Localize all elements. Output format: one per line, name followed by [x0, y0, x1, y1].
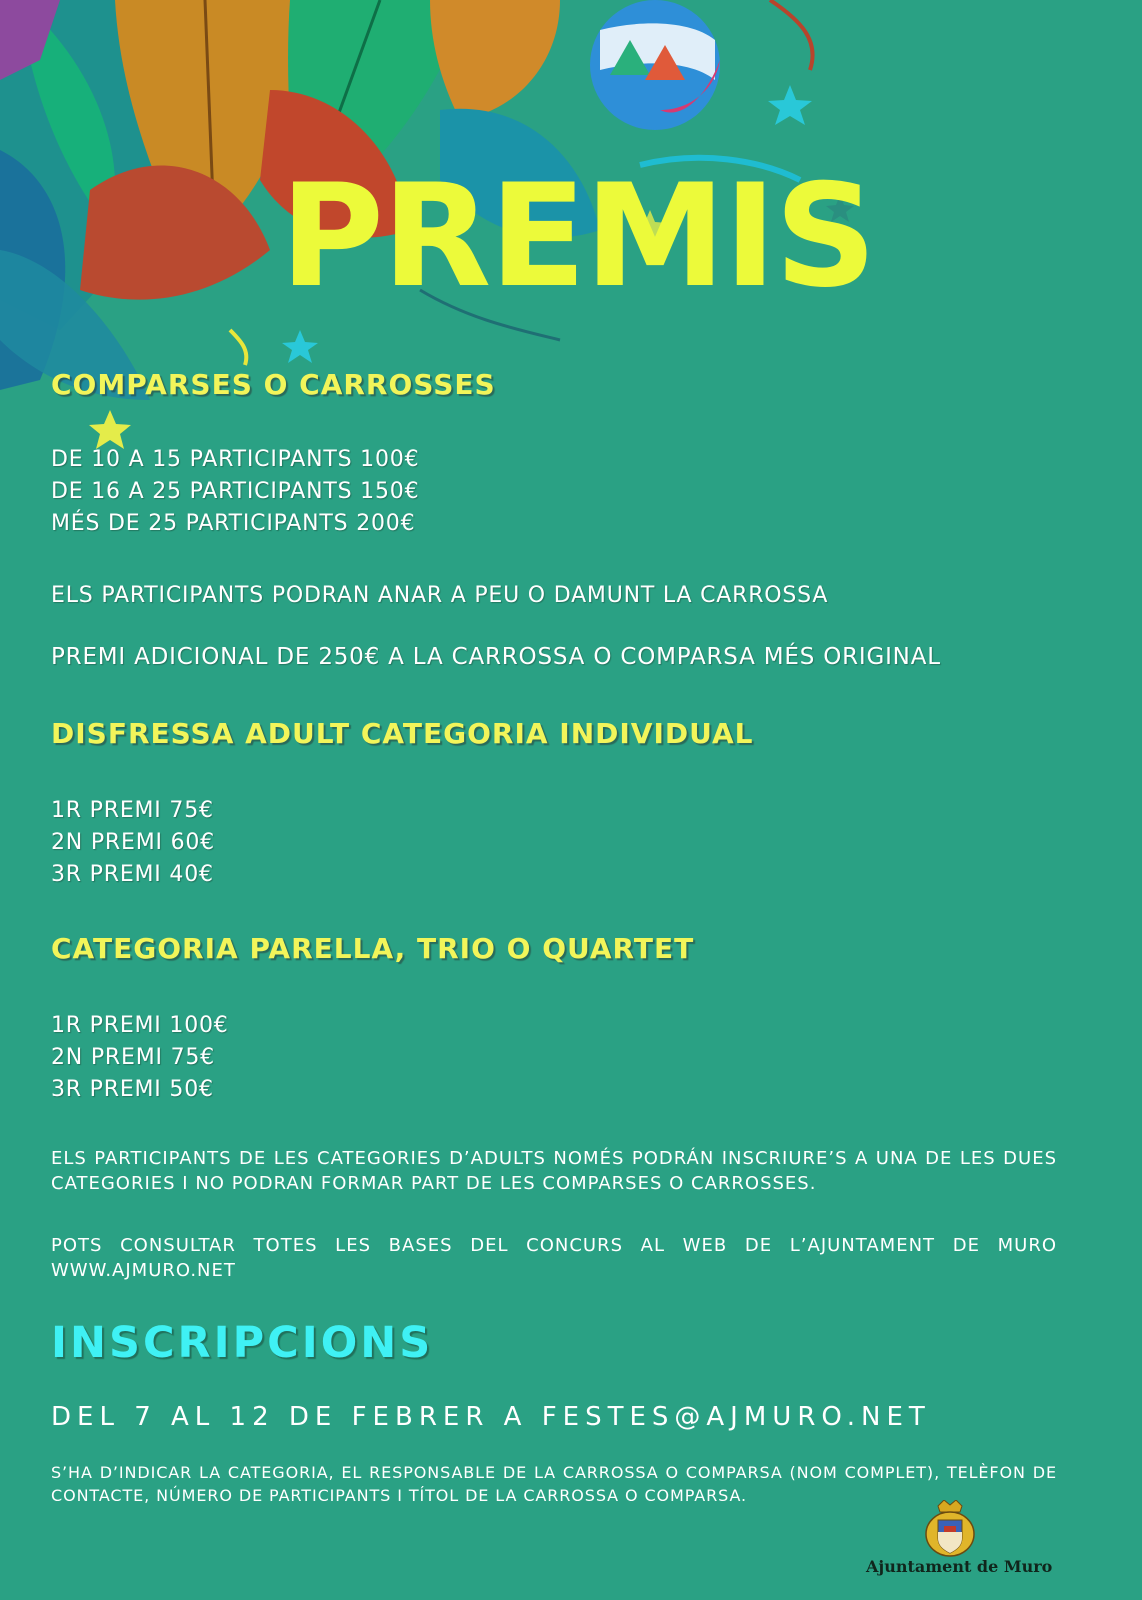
participants-note: ELS PARTICIPANTS PODRAN ANAR A PEU O DAMUNT LA CARROSSA — [51, 583, 829, 608]
section-heading-individual: DISFRESSA ADULT CATEGORIA INDIVIDUAL — [51, 717, 754, 750]
page-title: PREMIS — [280, 154, 875, 319]
section-heading-comparses: COMPARSES O CARROSSES — [51, 368, 496, 401]
prize-line: 1R PREMI 75€ — [51, 798, 214, 823]
prize-line: 3R PREMI 50€ — [51, 1077, 214, 1102]
coat-of-arms-icon — [924, 1500, 976, 1558]
prize-line: 2N PREMI 60€ — [51, 830, 215, 855]
registration-info: S’HA D’INDICAR LA CATEGORIA, EL RESPONSABLE DE LA CARROSSA O COMPARSA (NOM COMPLET), TELÈFON DE CONTACTE, NÚMERO DE PARTICIPANTS I TÍTOL DE LA CARROSSA O COMPARSA. — [51, 1463, 1057, 1505]
additional-prize-note: PREMI ADICIONAL DE 250€ A LA CARROSSA O COMPARSA MÉS ORIGINAL — [51, 644, 941, 670]
bases-note: POTS CONSULTAR TOTES LES BASES DEL CONCURS AL WEB DE L’AJUNTAMENT DE MURO WWW.AJMURO.NET — [51, 1235, 1057, 1281]
categories-note: ELS PARTICIPANTS DE LES CATEGORIES D’ADULTS NOMÉS PODRÁN INSCRIURE’S A UNA DE LES DUES CATEGORIES I NO PODRAN FORMAR PART DE LES COMPARSES O CARROSSES. — [51, 1148, 1057, 1194]
prize-line: 3R PREMI 40€ — [51, 862, 214, 887]
section-heading-parella: CATEGORIA PARELLA, TRIO O QUARTET — [51, 932, 695, 965]
prize-line: 1R PREMI 100€ — [51, 1013, 229, 1038]
prize-line: 2N PREMI 75€ — [51, 1045, 215, 1070]
prize-line: DE 16 A 25 PARTICIPANTS 150€ — [51, 479, 420, 504]
prize-line: MÉS DE 25 PARTICIPANTS 200€ — [51, 511, 416, 536]
prize-line: DE 10 A 15 PARTICIPANTS 100€ — [51, 447, 420, 472]
inscripcions-heading: INSCRIPCIONS — [51, 1318, 434, 1368]
organization-name: Ajuntament de Muro — [866, 1557, 1053, 1576]
registration-dates: DEL 7 AL 12 DE FEBRER A FESTES@AJMURO.NET — [51, 1402, 931, 1432]
